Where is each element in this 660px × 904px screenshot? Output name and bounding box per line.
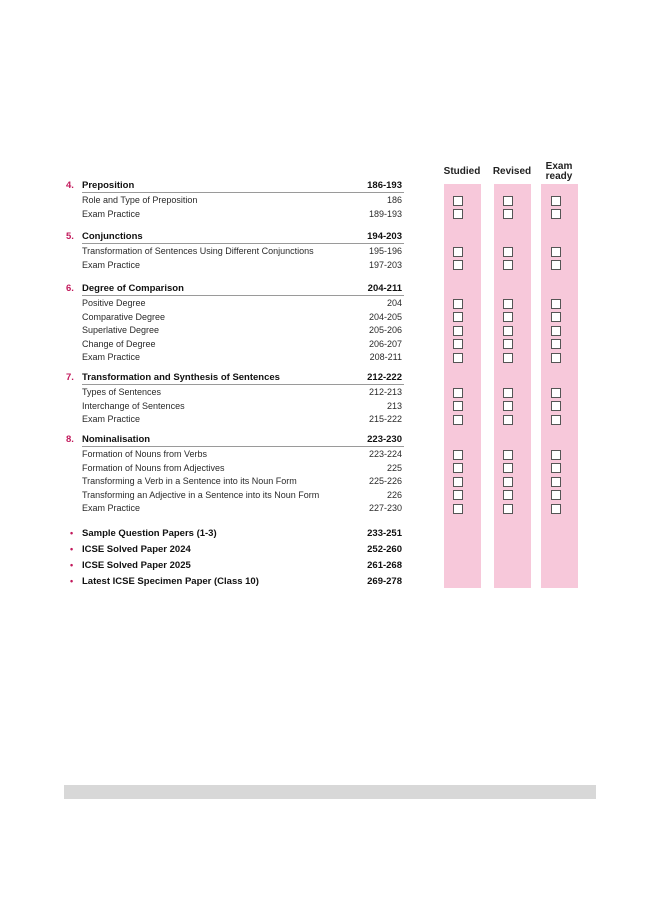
topic-title: Interchange of Sentences — [82, 400, 185, 411]
chapter-divider — [82, 384, 404, 385]
revised-checkbox[interactable] — [503, 504, 513, 514]
paper-title: ICSE Solved Paper 2025 — [82, 560, 191, 571]
revised-checkbox[interactable] — [503, 196, 513, 206]
chapter-title: Degree of Comparison — [82, 283, 184, 294]
footer-bar — [64, 785, 596, 799]
topic-pages: 204 — [386, 298, 402, 308]
topic-pages: 225-226 — [368, 476, 402, 487]
revised-checkbox[interactable] — [503, 401, 513, 411]
exam-ready-checkbox[interactable] — [551, 477, 561, 487]
topic-row[interactable] — [66, 259, 402, 272]
revised-checkbox[interactable] — [503, 463, 513, 473]
revised-checkbox[interactable] — [503, 339, 513, 349]
chapter-divider — [82, 295, 404, 296]
topic-row[interactable] — [66, 324, 402, 337]
revised-checkbox[interactable] — [503, 450, 513, 460]
topic-pages: 189-193 — [368, 208, 402, 219]
studied-checkbox[interactable] — [453, 247, 463, 257]
exam-ready-checkbox[interactable] — [551, 490, 561, 500]
studied-checkbox[interactable] — [453, 450, 463, 460]
chapter-number: 4. — [66, 180, 74, 191]
studied-checkbox[interactable] — [453, 504, 463, 514]
topic-row[interactable] — [66, 208, 402, 221]
topic-row[interactable] — [66, 351, 402, 364]
chapter-pages: 223-230 — [367, 434, 402, 445]
chapter-divider — [82, 446, 404, 447]
topic-title: Transforming an Adjective in a Sentence into its Noun Form — [82, 489, 320, 500]
topic-title: Exam Practice — [82, 259, 141, 270]
studied-checkbox[interactable] — [453, 299, 463, 309]
paper-pages: 269-278 — [367, 576, 402, 587]
topic-pages: 227-230 — [368, 503, 402, 514]
topic-row[interactable] — [66, 338, 402, 351]
exam-ready-checkbox[interactable] — [551, 299, 561, 309]
chapter-pages: 186-193 — [367, 180, 402, 191]
chapter-number: 8. — [66, 434, 74, 445]
studied-checkbox[interactable] — [453, 326, 463, 336]
topic-pages: 205-206 — [368, 325, 402, 336]
revised-checkbox[interactable] — [503, 247, 513, 257]
studied-checkbox[interactable] — [453, 209, 463, 219]
paper-title: ICSE Solved Paper 2024 — [82, 544, 191, 555]
paper-entry[interactable] — [66, 527, 402, 540]
topic-row[interactable] — [66, 311, 402, 324]
paper-pages: 261-268 — [367, 560, 402, 571]
exam-ready-header-line1: Exam — [545, 161, 573, 172]
revised-checkbox[interactable] — [503, 490, 513, 500]
studied-checkbox[interactable] — [453, 388, 463, 398]
paper-entry[interactable] — [66, 559, 402, 572]
paper-pages: 233-251 — [367, 528, 402, 539]
topic-pages: 186 — [386, 195, 402, 205]
studied-checkbox[interactable] — [453, 415, 463, 425]
topic-title: Formation of Nouns from Adjectives — [82, 462, 225, 473]
revised-checkbox[interactable] — [503, 388, 513, 398]
revised-column — [494, 184, 531, 588]
paper-entry[interactable] — [66, 543, 402, 556]
bullet-icon: • — [70, 576, 74, 586]
topic-pages: 212-213 — [368, 387, 402, 397]
exam-ready-checkbox[interactable] — [551, 415, 561, 425]
chapter-pages: 194-203 — [367, 231, 402, 242]
revised-checkbox[interactable] — [503, 209, 513, 219]
topic-row[interactable] — [66, 245, 402, 258]
topic-title: Comparative Degree — [82, 311, 166, 322]
exam-ready-checkbox[interactable] — [551, 260, 561, 270]
exam-ready-header — [524, 162, 594, 182]
exam-ready-checkbox[interactable] — [551, 326, 561, 336]
chapter-divider — [82, 192, 404, 193]
topic-row[interactable] — [66, 462, 402, 475]
chapter-heading[interactable] — [66, 230, 402, 243]
topic-title: Role and Type of Preposition — [82, 195, 198, 205]
topic-pages: 223-224 — [368, 449, 402, 459]
exam-ready-checkbox[interactable] — [551, 196, 561, 206]
topic-row[interactable] — [66, 448, 402, 461]
revised-checkbox[interactable] — [503, 326, 513, 336]
topic-title: Transformation of Sentences Using Different Conjunctions — [82, 246, 314, 256]
chapter-heading[interactable] — [66, 179, 402, 192]
topic-row[interactable] — [66, 489, 402, 502]
topic-row[interactable] — [66, 297, 402, 310]
studied-checkbox[interactable] — [453, 401, 463, 411]
revised-checkbox[interactable] — [503, 312, 513, 322]
topic-row[interactable] — [66, 400, 402, 413]
topic-title: Superlative Degree — [82, 325, 160, 336]
studied-checkbox[interactable] — [453, 463, 463, 473]
studied-header: Studied — [443, 166, 481, 177]
topic-pages: 197-203 — [368, 259, 402, 270]
revised-header: Revised — [492, 166, 532, 177]
topic-pages: 213 — [386, 400, 402, 411]
studied-column — [444, 184, 481, 588]
paper-pages: 252-260 — [367, 544, 402, 555]
studied-checkbox[interactable] — [453, 260, 463, 270]
exam-ready-header-line2: ready — [545, 171, 573, 182]
chapter-pages: 212-222 — [367, 372, 402, 383]
bullet-icon: • — [70, 560, 74, 570]
topic-pages: 226 — [386, 489, 402, 500]
chapter-pages: 204-211 — [367, 283, 402, 294]
chapter-divider — [82, 243, 404, 244]
topic-row[interactable] — [66, 502, 402, 515]
topic-title: Exam Practice — [82, 414, 141, 425]
exam-ready-checkbox[interactable] — [551, 247, 561, 257]
exam-ready-column — [541, 184, 578, 588]
studied-checkbox[interactable] — [453, 477, 463, 487]
topic-title: Positive Degree — [82, 298, 146, 308]
topic-pages: 195-196 — [368, 246, 402, 256]
exam-ready-checkbox[interactable] — [551, 504, 561, 514]
revised-checkbox[interactable] — [503, 415, 513, 425]
topic-pages: 206-207 — [368, 338, 402, 349]
chapter-heading[interactable] — [66, 433, 402, 446]
chapter-number: 5. — [66, 231, 74, 242]
studied-checkbox[interactable] — [453, 196, 463, 206]
chapter-title: Transformation and Synthesis of Sentences — [82, 372, 280, 383]
paper-entry[interactable] — [66, 575, 402, 588]
bullet-icon: • — [70, 544, 74, 554]
exam-ready-checkbox[interactable] — [551, 401, 561, 411]
revised-checkbox[interactable] — [503, 353, 513, 363]
exam-ready-checkbox[interactable] — [551, 450, 561, 460]
revised-checkbox[interactable] — [503, 477, 513, 487]
exam-ready-checkbox[interactable] — [551, 312, 561, 322]
chapter-title: Conjunctions — [82, 231, 143, 242]
topic-pages: 225 — [386, 462, 402, 473]
topic-title: Transforming a Verb in a Sentence into its Noun Form — [82, 476, 297, 487]
topic-title: Exam Practice — [82, 503, 141, 514]
exam-ready-checkbox[interactable] — [551, 388, 561, 398]
studied-checkbox[interactable] — [453, 312, 463, 322]
exam-ready-checkbox[interactable] — [551, 463, 561, 473]
chapter-title: Preposition — [82, 180, 135, 191]
revised-checkbox[interactable] — [503, 299, 513, 309]
paper-title: Sample Question Papers (1-3) — [82, 528, 217, 539]
chapter-heading[interactable] — [66, 282, 402, 295]
studied-checkbox[interactable] — [453, 353, 463, 363]
topic-title: Exam Practice — [82, 352, 141, 363]
revised-checkbox[interactable] — [503, 260, 513, 270]
topic-title: Exam Practice — [82, 208, 141, 219]
chapter-heading[interactable] — [66, 371, 402, 384]
topic-title: Types of Sentences — [82, 387, 162, 397]
topic-row[interactable] — [66, 413, 402, 426]
topic-pages: 204-205 — [368, 311, 402, 322]
topic-row[interactable] — [66, 386, 402, 399]
chapter-title: Nominalisation — [82, 434, 151, 445]
studied-checkbox[interactable] — [453, 490, 463, 500]
topic-pages: 208-211 — [369, 352, 402, 363]
topic-title: Change of Degree — [82, 338, 156, 349]
chapter-number: 6. — [66, 283, 74, 294]
topic-row[interactable] — [66, 194, 402, 207]
topic-title: Formation of Nouns from Verbs — [82, 449, 208, 459]
topic-row[interactable] — [66, 475, 402, 488]
paper-title: Latest ICSE Specimen Paper (Class 10) — [82, 576, 259, 587]
bullet-icon: • — [70, 528, 74, 538]
exam-ready-checkbox[interactable] — [551, 339, 561, 349]
exam-ready-checkbox[interactable] — [551, 353, 561, 363]
exam-ready-checkbox[interactable] — [551, 209, 561, 219]
chapter-number: 7. — [66, 372, 74, 383]
studied-checkbox[interactable] — [453, 339, 463, 349]
topic-pages: 215-222 — [368, 414, 402, 425]
